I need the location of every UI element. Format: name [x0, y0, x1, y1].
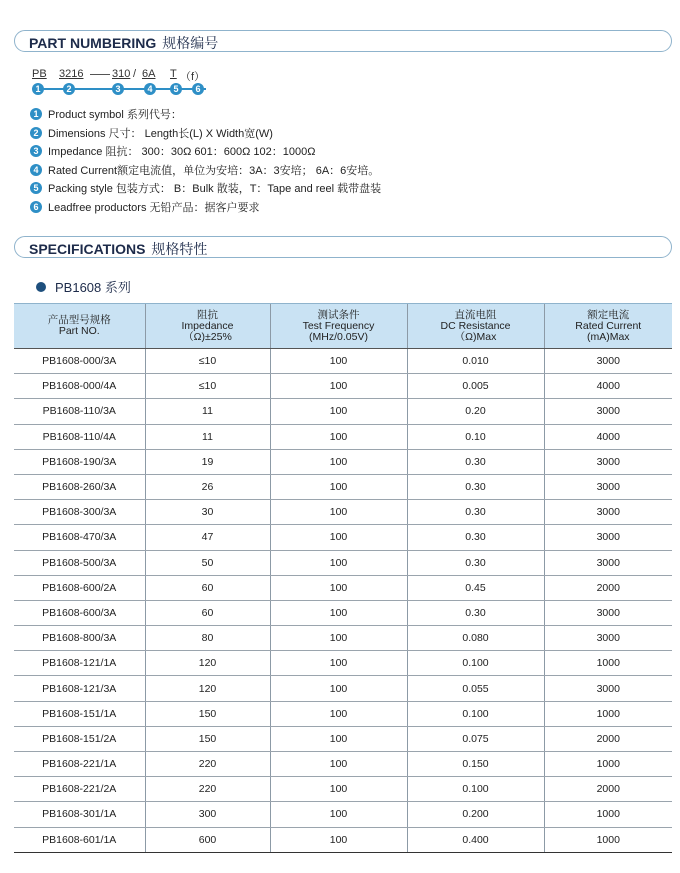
cell-test-frequency: 100 [270, 399, 407, 424]
cell-impedance: 150 [145, 701, 270, 726]
cell-test-frequency: 100 [270, 752, 407, 777]
cell-part-no: PB1608-121/3A [14, 676, 145, 701]
legend-number-4: 4 [30, 164, 42, 176]
header-part-no [14, 304, 145, 349]
part-numbering-title-en: PART NUMBERING [29, 35, 157, 51]
table-row [14, 777, 672, 802]
cell-part-no: PB1608-470/3A [14, 525, 145, 550]
cell-rated-current: 3000 [544, 676, 672, 701]
table-row [14, 500, 672, 525]
table-row [14, 449, 672, 474]
cell-dc-resistance: 0.150 [407, 752, 544, 777]
bullet-icon [36, 282, 46, 292]
cell-impedance: 600 [145, 827, 270, 852]
header-part-no-en: Part NO. [58, 325, 100, 337]
cell-test-frequency: 100 [270, 651, 407, 676]
header-impedance-en: Impedance [181, 319, 234, 332]
table-row [14, 827, 672, 852]
table-row [14, 651, 672, 676]
pn-marker-2: 2 [63, 83, 75, 95]
cell-impedance: 80 [145, 626, 270, 651]
cell-part-no: PB1608-121/1A [14, 651, 145, 676]
cell-rated-current: 2000 [544, 777, 672, 802]
header-impedance-cn: 阻抗 [197, 308, 218, 321]
cell-test-frequency: 100 [270, 827, 407, 852]
legend-item [30, 124, 650, 143]
cell-test-frequency: 100 [270, 474, 407, 499]
cell-rated-current: 4000 [544, 424, 672, 449]
cell-rated-current: 4000 [544, 374, 672, 399]
header-impedance-unit: （Ω)±25% [183, 330, 232, 343]
cell-rated-current: 3000 [544, 550, 672, 575]
cell-impedance: 220 [145, 777, 270, 802]
part-numbering-title [29, 33, 218, 53]
header-test-frequency [270, 304, 407, 349]
table-row [14, 374, 672, 399]
table-row [14, 474, 672, 499]
cell-dc-resistance: 0.055 [407, 676, 544, 701]
cell-dc-resistance: 0.080 [407, 626, 544, 651]
cell-rated-current: 1000 [544, 752, 672, 777]
cell-part-no: PB1608-500/3A [14, 550, 145, 575]
cell-rated-current: 3000 [544, 474, 672, 499]
pn-code-leadfree: （f） [180, 71, 206, 83]
legend-text: Leadfree productors 无铅产品：据客户要求 [48, 201, 260, 214]
cell-rated-current: 3000 [544, 449, 672, 474]
specifications-header [14, 236, 672, 258]
cell-rated-current: 1000 [544, 651, 672, 676]
legend-number-1: 1 [30, 108, 42, 120]
pn-code-current: 6A [142, 68, 156, 80]
part-numbering-title-cn: 规格编号 [162, 35, 219, 51]
cell-dc-resistance: 0.075 [407, 726, 544, 751]
header-impedance [145, 304, 270, 349]
pn-code-dimensions: 3216 [59, 68, 84, 80]
cell-rated-current: 2000 [544, 726, 672, 751]
cell-rated-current: 3000 [544, 600, 672, 625]
header-test-frequency-unit: (MHz/0.05V) [309, 330, 368, 343]
cell-test-frequency: 100 [270, 676, 407, 701]
cell-test-frequency: 100 [270, 575, 407, 600]
cell-test-frequency: 100 [270, 424, 407, 449]
table-row [14, 424, 672, 449]
specifications-title [29, 239, 207, 259]
cell-impedance: 300 [145, 802, 270, 827]
cell-rated-current: 1000 [544, 701, 672, 726]
cell-part-no: PB1608-110/4A [14, 424, 145, 449]
cell-part-no: PB1608-600/2A [14, 575, 145, 600]
header-test-frequency-cn: 测试条件 [317, 308, 360, 321]
header-dc-resistance-en: DC Resistance [440, 319, 511, 332]
cell-impedance: 30 [145, 500, 270, 525]
table-row [14, 349, 672, 374]
header-dc-resistance-cn: 直流电阻 [454, 308, 497, 321]
series-label: PB1608 系列 [55, 280, 131, 295]
pn-marker-3: 3 [112, 83, 124, 95]
legend-number-3: 3 [30, 145, 42, 157]
cell-part-no: PB1608-221/2A [14, 777, 145, 802]
cell-part-no: PB1608-190/3A [14, 449, 145, 474]
part-numbering-legend [30, 105, 650, 216]
header-dc-resistance-unit: （Ω)Max [454, 330, 497, 343]
legend-number-6: 6 [30, 201, 42, 213]
pn-marker-row [32, 83, 232, 95]
table-row [14, 575, 672, 600]
cell-dc-resistance: 0.30 [407, 449, 544, 474]
pn-code-series: PB [32, 68, 47, 80]
specifications-title-cn: 规格特性 [151, 241, 208, 257]
cell-impedance: 11 [145, 424, 270, 449]
table-row [14, 726, 672, 751]
cell-rated-current: 3000 [544, 525, 672, 550]
cell-part-no: PB1608-301/1A [14, 802, 145, 827]
cell-rated-current: 3000 [544, 399, 672, 424]
cell-rated-current: 3000 [544, 626, 672, 651]
cell-dc-resistance: 0.45 [407, 575, 544, 600]
cell-dc-resistance: 0.30 [407, 474, 544, 499]
cell-impedance: ≤10 [145, 374, 270, 399]
cell-part-no: PB1608-151/2A [14, 726, 145, 751]
pn-code-impedance: 310 [112, 68, 131, 80]
cell-rated-current: 3000 [544, 500, 672, 525]
cell-impedance: 26 [145, 474, 270, 499]
cell-test-frequency: 100 [270, 550, 407, 575]
cell-dc-resistance: 0.30 [407, 600, 544, 625]
part-number-example [32, 68, 292, 98]
header-test-frequency-en: Test Frequency [302, 319, 375, 332]
legend-text: Rated Current额定电流值，单位为安培：3A：3安培； 6A：6安培。 [48, 164, 380, 177]
table-row [14, 550, 672, 575]
legend-number-2: 2 [30, 127, 42, 139]
legend-item [30, 142, 650, 161]
cell-impedance: ≤10 [145, 349, 270, 374]
cell-rated-current: 1000 [544, 802, 672, 827]
part-numbering-header [14, 30, 672, 52]
pn-code-slash: / [133, 68, 137, 80]
cell-dc-resistance: 0.005 [407, 374, 544, 399]
cell-part-no: PB1608-221/1A [14, 752, 145, 777]
header-rated-current-unit: (mA)Max [586, 330, 630, 343]
legend-text: Product symbol 系列代号： [48, 109, 182, 122]
cell-dc-resistance: 0.10 [407, 424, 544, 449]
table-header-row [14, 304, 672, 349]
legend-text: Impedance 阻抗： 300：30Ω 601：600Ω 102：1000Ω [48, 146, 316, 159]
header-rated-current-en: Rated Current [575, 319, 642, 332]
cell-impedance: 150 [145, 726, 270, 751]
cell-dc-resistance: 0.010 [407, 349, 544, 374]
legend-item [30, 179, 650, 198]
header-dc-resistance [407, 304, 544, 349]
pn-dash [90, 74, 110, 75]
cell-impedance: 19 [145, 449, 270, 474]
cell-impedance: 120 [145, 651, 270, 676]
cell-impedance: 220 [145, 752, 270, 777]
cell-impedance: 47 [145, 525, 270, 550]
spec-table-body [14, 349, 672, 853]
header-part-no-cn: 产品型号规格 [47, 314, 111, 326]
cell-dc-resistance: 0.30 [407, 525, 544, 550]
cell-dc-resistance: 0.20 [407, 399, 544, 424]
table-row [14, 802, 672, 827]
legend-item [30, 105, 650, 124]
cell-part-no: PB1608-151/1A [14, 701, 145, 726]
spec-table [14, 303, 672, 853]
cell-dc-resistance: 0.200 [407, 802, 544, 827]
cell-rated-current: 3000 [544, 349, 672, 374]
cell-dc-resistance: 0.30 [407, 500, 544, 525]
table-row [14, 626, 672, 651]
cell-rated-current: 1000 [544, 827, 672, 852]
cell-dc-resistance: 0.30 [407, 550, 544, 575]
legend-text: Packing style 包装方式： B：Bulk 散装，T：Tape and reel 载带盘装 [48, 183, 382, 196]
header-rated-current-cn: 额定电流 [587, 308, 630, 321]
cell-part-no: PB1608-110/3A [14, 399, 145, 424]
cell-part-no: PB1608-800/3A [14, 626, 145, 651]
cell-part-no: PB1608-000/3A [14, 349, 145, 374]
cell-test-frequency: 100 [270, 525, 407, 550]
legend-item [30, 198, 650, 217]
table-row [14, 676, 672, 701]
cell-dc-resistance: 0.400 [407, 827, 544, 852]
cell-impedance: 50 [145, 550, 270, 575]
cell-test-frequency: 100 [270, 626, 407, 651]
table-row [14, 752, 672, 777]
cell-test-frequency: 100 [270, 802, 407, 827]
cell-part-no: PB1608-300/3A [14, 500, 145, 525]
cell-test-frequency: 100 [270, 726, 407, 751]
cell-part-no: PB1608-601/1A [14, 827, 145, 852]
cell-test-frequency: 100 [270, 701, 407, 726]
cell-rated-current: 2000 [544, 575, 672, 600]
pn-marker-1: 1 [32, 83, 44, 95]
cell-part-no: PB1608-000/4A [14, 374, 145, 399]
pn-marker-4: 4 [144, 83, 156, 95]
series-heading [36, 277, 131, 296]
table-row [14, 701, 672, 726]
cell-part-no: PB1608-600/3A [14, 600, 145, 625]
legend-item [30, 161, 650, 180]
legend-text: Dimensions 尺寸： Length长(L) X Width宽(W) [48, 127, 273, 140]
cell-test-frequency: 100 [270, 374, 407, 399]
header-rated-current [544, 304, 672, 349]
cell-impedance: 120 [145, 676, 270, 701]
pn-marker-5: 5 [170, 83, 182, 95]
pn-code-packing: T [170, 68, 177, 80]
cell-test-frequency: 100 [270, 449, 407, 474]
table-row [14, 525, 672, 550]
cell-dc-resistance: 0.100 [407, 777, 544, 802]
cell-test-frequency: 100 [270, 777, 407, 802]
cell-test-frequency: 100 [270, 500, 407, 525]
specifications-title-en: SPECIFICATIONS [29, 241, 146, 257]
table-row [14, 600, 672, 625]
pn-marker-6: 6 [192, 83, 204, 95]
cell-impedance: 11 [145, 399, 270, 424]
table-row [14, 399, 672, 424]
cell-test-frequency: 100 [270, 349, 407, 374]
cell-impedance: 60 [145, 600, 270, 625]
legend-number-5: 5 [30, 182, 42, 194]
cell-dc-resistance: 0.100 [407, 701, 544, 726]
cell-part-no: PB1608-260/3A [14, 474, 145, 499]
cell-test-frequency: 100 [270, 600, 407, 625]
cell-dc-resistance: 0.100 [407, 651, 544, 676]
cell-impedance: 60 [145, 575, 270, 600]
